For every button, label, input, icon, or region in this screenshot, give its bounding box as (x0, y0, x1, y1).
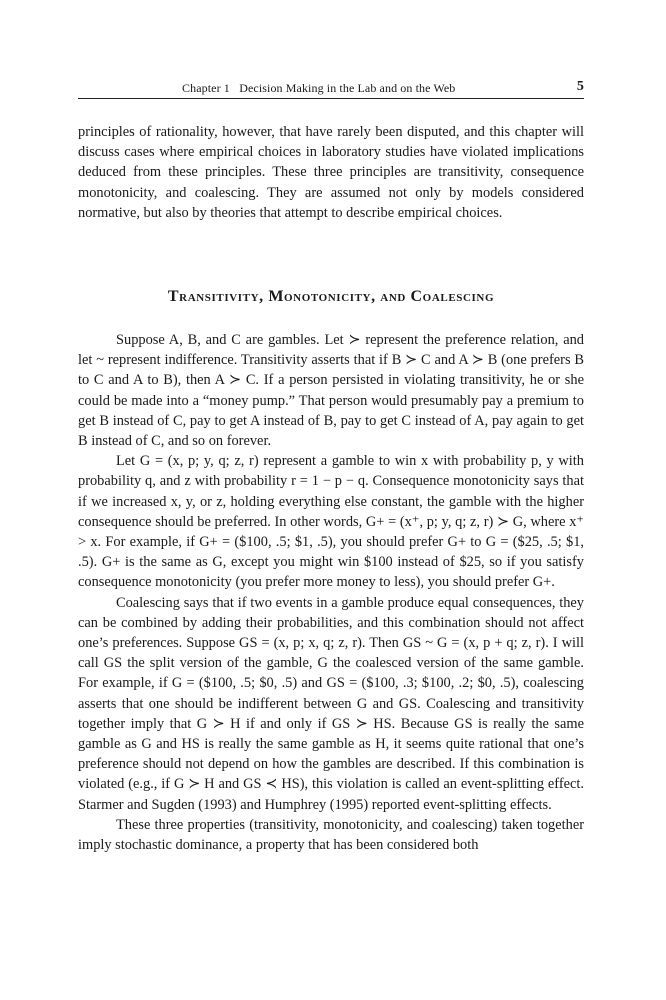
section-body (78, 330, 584, 855)
intro-text (78, 122, 584, 223)
paragraph-stochastic-dominance: These three properties (transitivity, monotonicity, and coalescing) taken together imply stochastic dominance, a property that has been considered both (78, 816, 584, 854)
running-head (78, 79, 584, 97)
paragraph-monotonicity: Let G = (x, p; y, q; z, r) represent a gamble to win x with probability p, y with probability q, and z with probability r = 1 − p − q. Consequence monotonicity says that if we increased x, y, or z, holding everything else constant, the gamble with the higher consequence should be preferred. In other words, G+ = (x⁺, p; y, q; z, r) ≻ G, where x⁺ > x. For example, if G+ = ($100, .5; $1, .5), you should prefer G+ to G = ($25, .5; $1, .5). G+ is the same as G, except you might win $100 instead of $25, so if you satisfy consequence monotonicity (you prefer more money to less), you should prefer G+. (78, 453, 584, 591)
paragraph-coalescing: Coalescing says that if two events in a gamble produce equal consequences, they can be combined by adding their probabilities, and this combination should not affect one’s preferences. Suppose GS = (x, p; x, q; z, r). Then GS ~ G = (x, p + q; z, r). I will call GS the split version of the gamble, G the coalesced version of the same gamble. For example, if G = ($100, .5; $0, .5) and GS = ($100, .3; $100, .2; $0, .5), coalescing asserts that one should be indifferent between G and GS. Coalescing and transitivity together imply that G ≻ H if and only if GS ≻ HS. Because GS is really the same gamble as G and HS is really the same gamble as H, it seems quite rational that one’s preference should not depend on how the gambles are described. If this combination is violated (e.g., if G ≻ H and GS ≺ HS), this violation is called an event-splitting effect. Starmer and Sugden (1993) and Humphrey (1995) reported event-splitting effects. (78, 594, 584, 813)
paragraph-transitivity: Suppose A, B, and C are gambles. Let ≻ represent the preference relation, and let ~ represent indifference. Transitivity asserts that if B ≻ C and A ≻ B (one prefers B to C and A to B), then A ≻ C. If a person persisted in violating transitivity, he or she could be made into a “money pump.” That person would presumably pay a premium to get B instead of C, pay to get A instead of B, pay to get C instead of A, pay again to get B instead of C, and so on forever. (78, 332, 584, 450)
section-heading: Transitivity, Monotonicity, and Coalescing (167, 288, 495, 305)
page-number: 5 (576, 79, 584, 94)
running-head-chapter (182, 81, 455, 96)
intro-paragraph: principles of rationality, however, that have rarely been disputed, and this chapter will discuss cases where empirical choices in laboratory studies have violated implications deduced from these principles. These three principles are transitivity, consequence monotonicity, and coalescing. They are assumed not only by models considered normative, but also by theories that attempt to describe empirical choices. (78, 124, 584, 221)
chapter-label: Chapter 1 (182, 81, 230, 95)
header-rule (78, 98, 584, 99)
chapter-title: Decision Making in the Lab and on the Web (239, 81, 456, 95)
